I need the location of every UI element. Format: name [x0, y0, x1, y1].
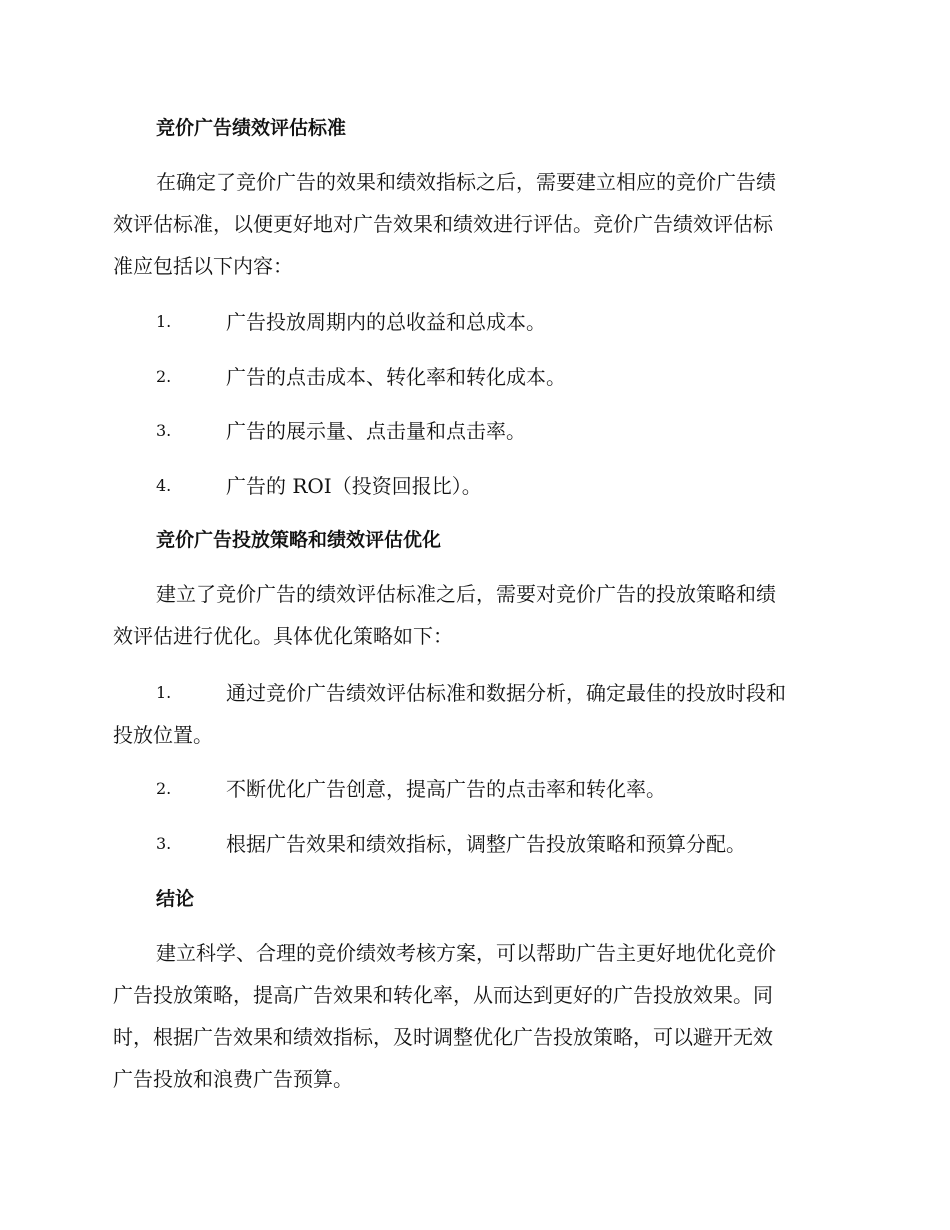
- paragraph-line: 建立了竞价广告的绩效评估标准之后，需要对竞价广告的投放策略和绩: [156, 582, 776, 606]
- paragraph-line: 效评估进行优化。具体优化策略如下：: [113, 624, 453, 648]
- paragraph: [113, 573, 833, 657]
- list-number: 1.: [156, 683, 172, 702]
- list-text: 广告的点击成本、转化率和转化成本。: [226, 365, 566, 389]
- list-number: 2.: [156, 367, 172, 386]
- paragraph: [113, 932, 833, 1100]
- list-number: 3.: [156, 834, 172, 853]
- list-text: 通过竞价广告绩效评估标准和数据分析，确定最佳的投放时段和: [226, 681, 786, 705]
- paragraph-line: 建立科学、合理的竞价绩效考核方案，可以帮助广告主更好地优化竞价: [156, 941, 776, 965]
- paragraph-line: 效评估标准，以便更好地对广告效果和绩效进行评估。竞价广告绩效评估标: [113, 212, 773, 236]
- list-number: 1.: [156, 312, 172, 331]
- paragraph-line: 广告投放和浪费广告预算。: [113, 1067, 353, 1091]
- list-number: 2.: [156, 779, 172, 798]
- section-heading: 结论: [156, 888, 195, 910]
- list-number: 3.: [156, 421, 172, 440]
- section-heading: 竞价广告绩效评估标准: [156, 117, 347, 139]
- paragraph-line: 在确定了竞价广告的效果和绩效指标之后，需要建立相应的竞价广告绩: [156, 170, 776, 194]
- paragraph: [113, 161, 833, 287]
- paragraph-line: 时，根据广告效果和绩效指标，及时调整优化广告投放策略，可以避开无效: [113, 1025, 773, 1049]
- section-heading: 竞价广告投放策略和绩效评估优化: [156, 529, 442, 551]
- paragraph-line: 广告投放策略，提高广告效果和转化率，从而达到更好的广告投放效果。同: [113, 983, 773, 1007]
- list-text: 广告的 ROI（投资回报比）。: [226, 474, 482, 498]
- list-text: 根据广告效果和绩效指标，调整广告投放策略和预算分配。: [226, 832, 746, 856]
- list-number: 4.: [156, 476, 172, 495]
- list-text: 广告投放周期内的总收益和总成本。: [226, 310, 546, 334]
- list-text-continuation: 投放位置。: [113, 723, 213, 747]
- list-text: 广告的展示量、点击量和点击率。: [226, 419, 526, 443]
- paragraph-line: 准应包括以下内容：: [113, 254, 293, 278]
- list-text: 不断优化广告创意，提高广告的点击率和转化率。: [226, 777, 666, 801]
